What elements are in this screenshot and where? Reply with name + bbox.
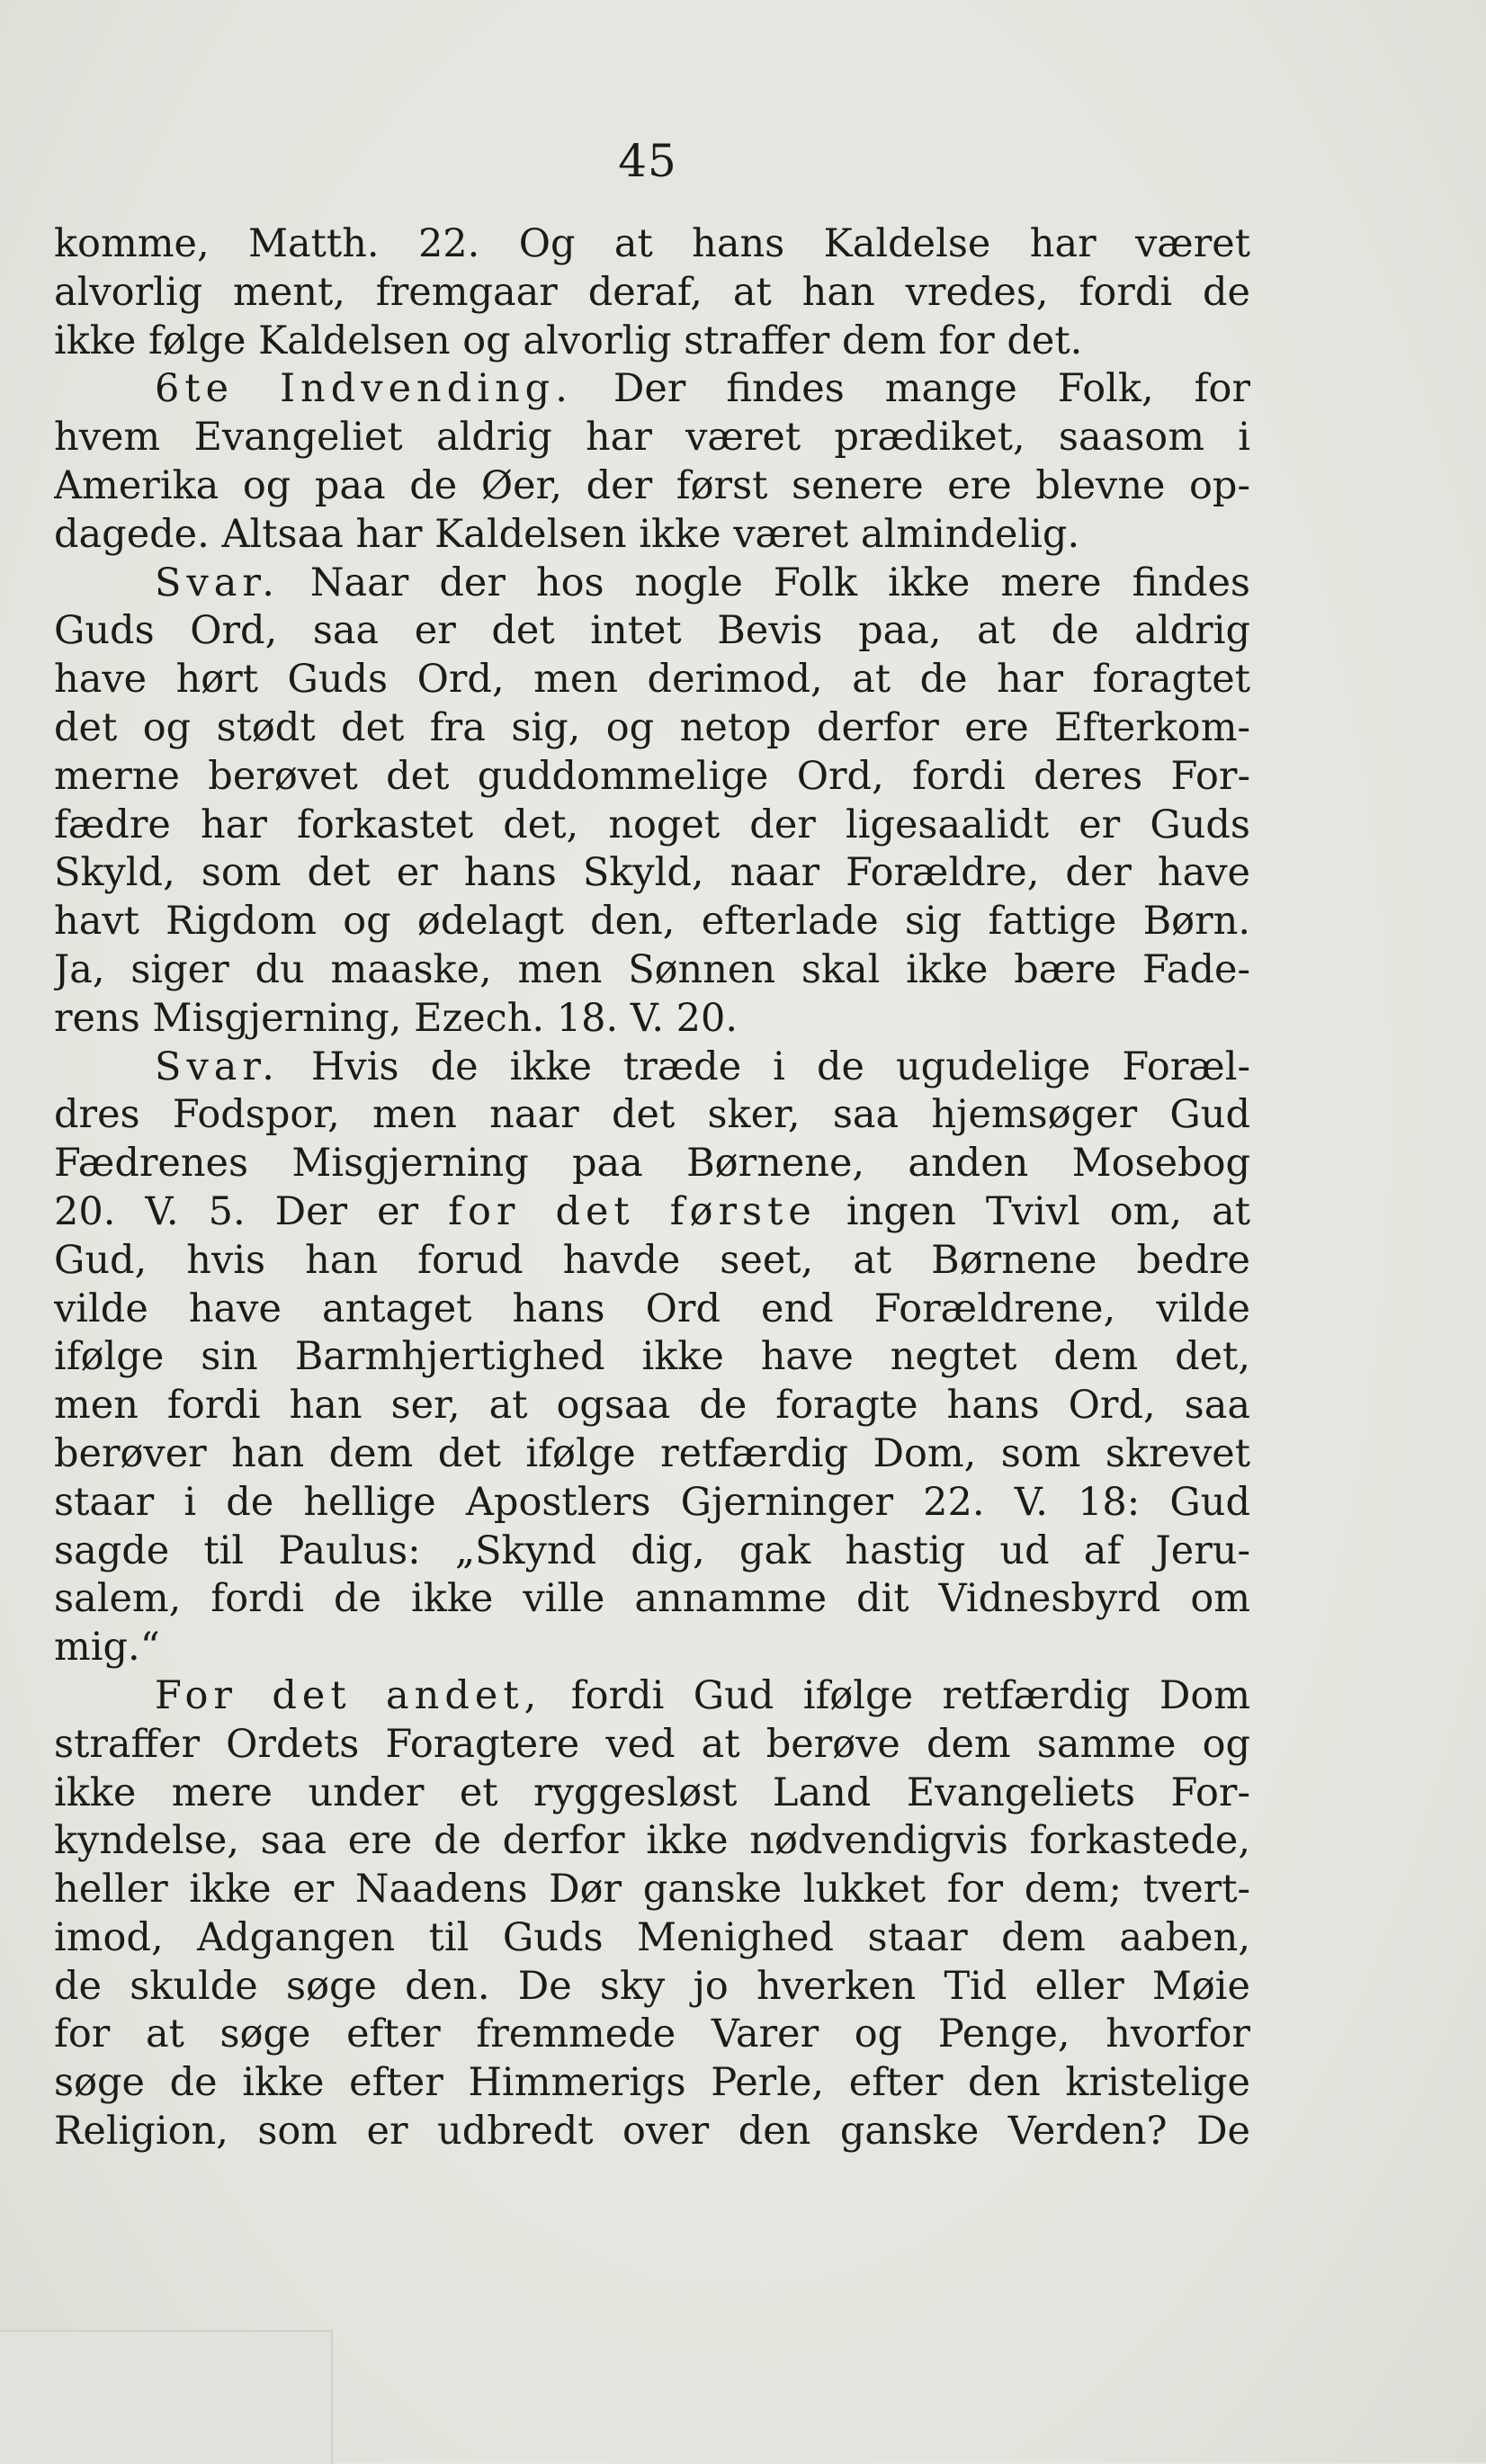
text-line — [54, 607, 1250, 656]
line-text: Guds Ord, saa er det intet Bevis paa, at de aldrig — [54, 608, 1250, 654]
emphasis-text: for det første — [448, 1188, 817, 1234]
page-number: 45 — [618, 135, 677, 187]
text-line — [54, 560, 1250, 608]
line-text: Fædrenes Misgjerning paa Børnene, anden Mosebog — [54, 1141, 1250, 1187]
line-text: de skulde søge den. De sky jo hverken Tid eller Møie — [54, 1963, 1250, 2009]
text-line — [54, 1188, 1250, 1237]
line-text: fædre har forkastet det, noget der ligesaalidt er Guds — [54, 802, 1250, 847]
text-line — [54, 2011, 1250, 2059]
text-line — [54, 269, 1250, 318]
line-text: rens Misgjerning, Ezech. 18. V. 20. — [54, 995, 739, 1041]
line-text: alvorlig ment, fremgaar deraf, at han vredes, fordi de — [54, 269, 1250, 315]
text-line — [54, 1140, 1250, 1188]
text-line — [54, 802, 1250, 850]
line-text: søge de ikke efter Himmerigs Perle, efter den kristelige — [54, 2060, 1250, 2106]
line-text: fordi Gud ifølge retfærdig Dom — [542, 1672, 1250, 1718]
line-text: 20. V. 5. Der er — [54, 1188, 449, 1234]
text-line — [54, 1091, 1250, 1140]
objection-heading: 6te Indvending. — [155, 366, 573, 412]
text-line — [54, 1430, 1250, 1479]
line-text: Amerika og paa de Øer, der først senere ere blevne op- — [54, 462, 1250, 508]
text-line — [54, 1237, 1250, 1286]
answer-heading: Svar. — [155, 1044, 280, 1089]
text-line — [54, 1479, 1250, 1528]
text-line — [54, 511, 1250, 560]
text-line — [54, 898, 1250, 946]
text-line — [54, 1382, 1250, 1430]
answer-heading: Svar. — [155, 560, 280, 605]
line-text: salem, fordi de ikke ville annamme dit Vidnesbyrd om — [54, 1576, 1250, 1622]
line-text: det og stødt det fra sig, og netop derfor ere Efterkom- — [54, 704, 1250, 750]
line-text: merne berøvet det guddommelige Ord, fordi deres For- — [54, 753, 1250, 799]
text-line — [54, 1528, 1250, 1576]
line-text: ikke følge Kaldelsen og alvorlig straffer dem for det. — [54, 318, 1083, 363]
line-text: berøver han dem det ifølge retfærdig Dom, som skrevet — [54, 1430, 1250, 1476]
line-text: men fordi han ser, at ogsaa de foragte hans Ord, saa — [54, 1383, 1250, 1429]
line-text: imod, Adgangen til Guds Menighed staar dem aaben, — [54, 1914, 1250, 1960]
line-text: sagde til Paulus: „Skynd dig, gak hastig ud af Jeru- — [54, 1528, 1250, 1573]
emphasis-heading: For det andet, — [155, 1672, 542, 1718]
text-line — [54, 1770, 1250, 1818]
text-line — [54, 849, 1250, 898]
line-text: Ja, siger du maaske, men Sønnen skal ikke bære Fade- — [54, 946, 1250, 992]
line-text: havt Rigdom og ødelagt den, efterlade sig fattige Børn. — [54, 899, 1250, 945]
text-line — [54, 220, 1250, 269]
line-text: hvem Evangeliet aldrig har været prædiket, saasom i — [54, 415, 1250, 461]
text-line — [54, 1963, 1250, 2012]
line-text: kyndelse, saa ere de derfor ikke nødvendigvis forkastede, — [54, 1818, 1250, 1864]
text-line — [54, 1817, 1250, 1866]
line-text: vilde have antaget hans Ord end Forældrene, vilde — [54, 1286, 1250, 1331]
line-text: ingen Tvivl om, at — [816, 1188, 1250, 1234]
line-text: Skyld, som det er hans Skyld, naar Forældre, der have — [54, 850, 1250, 896]
line-text: for at søge efter fremmede Varer og Penge, hvorfor — [54, 2012, 1250, 2057]
text-line — [54, 1333, 1250, 1382]
line-text: komme, Matth. 22. Og at hans Kaldelse har været — [54, 221, 1250, 266]
text-line — [54, 1914, 1250, 1963]
text-line — [54, 414, 1250, 462]
line-text: dres Fodspor, men naar det sker, saa hjemsøger Gud — [54, 1092, 1250, 1138]
text-line — [54, 1044, 1250, 1092]
line-text: staar i de hellige Apostlers Gjerninger 22. V. 18: Gud — [54, 1479, 1250, 1525]
line-text: mig.“ — [54, 1625, 160, 1671]
line-text: Gud, hvis han forud havde seet, at Børnene bedre — [54, 1237, 1250, 1283]
line-text: Naar der hos nogle Folk ikke mere findes — [279, 560, 1250, 605]
line-text: ikke mere under et ryggesløst Land Evangeliets For- — [54, 1770, 1250, 1815]
line-text: Religion, som er udbredt over den ganske Verden? De — [54, 2109, 1250, 2155]
line-text: Hvis de ikke træde i de ugudelige Foræl- — [279, 1044, 1250, 1089]
text-line — [54, 462, 1250, 511]
line-text: Der findes mange Folk, for — [572, 366, 1250, 412]
text-line — [54, 365, 1250, 414]
text-line — [54, 1672, 1250, 1721]
line-text: have hørt Guds Ord, men derimod, at de har foragtet — [54, 657, 1250, 703]
text-line — [54, 946, 1250, 995]
text-line — [54, 656, 1250, 704]
line-text: dagede. Altsaa har Kaldelsen ikke været almindelig. — [54, 511, 1080, 557]
body-text — [54, 220, 1250, 2156]
text-line — [54, 318, 1250, 366]
text-line — [54, 1721, 1250, 1770]
text-line — [54, 2108, 1250, 2156]
text-line — [54, 995, 1250, 1044]
text-line — [54, 1575, 1250, 1624]
text-line — [54, 753, 1250, 802]
text-line — [54, 1286, 1250, 1334]
text-line — [54, 1866, 1250, 1914]
line-text: heller ikke er Naadens Dør ganske lukket for dem; tvert- — [54, 1867, 1250, 1913]
text-line — [54, 1624, 1250, 1672]
line-text: straffer Ordets Foragtere ved at berøve dem samme og — [54, 1721, 1250, 1767]
line-text: ifølge sin Barmhjertighed ikke have negtet dem det, — [54, 1334, 1250, 1380]
scan-corner-shadow — [0, 2330, 333, 2464]
text-line — [54, 2059, 1250, 2108]
text-line — [54, 704, 1250, 753]
